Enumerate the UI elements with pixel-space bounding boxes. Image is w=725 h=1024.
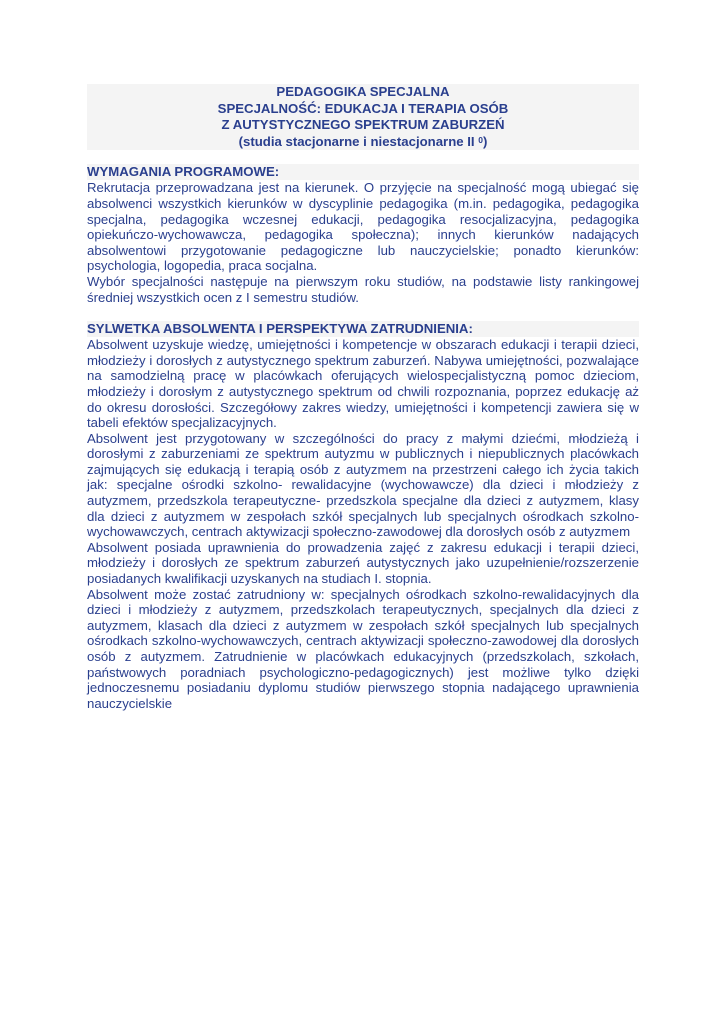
paragraph: Absolwent może zostać zatrudniony w: specjalnych ośrodkach szkolno-rewalidacyjnych dla dzieci i młodzieży z autyzmem, przedszkolach terapeutycznych, specjalnych dla dzieci z autyzmem, klasach dla dzieci z autyzmem w zespołach szkół specjalnych lub specjalnych ośrodkach szkolno-wychowawczych, centrach aktywizacji społeczno-zawodowej dla dorosłych osób z autyzmem. Zatrudnienie w placówkach edukacyjnych (przedszkolach, szkołach, państwowych poradniach psychologiczno-pedagogicznych) jest możliwe tylko dzięki jednoczesnemu posiadaniu dyplomu studiów pierwszego stopnia nadającego uprawnienia nauczycielskie xyxy=(87,586,639,711)
section-title: SYLWETKA ABSOLWENTA I PERSPEKTYWA ZATRUDNIENIA: xyxy=(87,321,639,337)
header-degree-sup: 0 xyxy=(478,134,483,145)
header-title: PEDAGOGIKA SPECJALNA xyxy=(276,84,450,99)
header-specialization: SPECJALNOŚĆ: EDUKACJA I TERAPIA OSÓB xyxy=(217,100,509,116)
document-page xyxy=(87,84,639,711)
section-requirements xyxy=(87,164,639,305)
header-specialization-cont: Z AUTYSTYCZNEGO SPEKTRUM ZABURZEŃ xyxy=(221,117,505,133)
paragraph: Absolwent posiada uprawnienia do prowadzenia zajęć z zakresu edukacji i terapii dzieci, młodzieży i dorosłych ze spektrum zaburzeń autystycznych jako uzupełnienie/rozszerzenie posiadanych kwalifikacji uzyskanych na studiach I. stopnia. xyxy=(87,539,639,587)
document-header xyxy=(87,84,639,150)
paragraph: Wybór specjalności następuje na pierwszym roku studiów, na podstawie listy rankingowej średniej wszystkich ocen z I semestru studiów. xyxy=(87,273,639,305)
header-study-mode-text: (studia stacjonarne i niestacjonarne II xyxy=(238,133,479,149)
paragraph: Rekrutacja przeprowadzana jest na kierunek. O przyjęcie na specjalność mogą ubiegać się absolwenci wszystkich kierunków w dyscyplinie pedagogika (m.in. pedagogika, pedagogika specjalna, pedagogika wczesnej edukacji, pedagogika resocjalizacyjna, pedagogika opiekuńczo-wychowawcza, pedagogika społeczna); innych kierunków nadających absolwentowi przygotowanie pedagogiczne lub nauczycielskie; ponadto kierunków: psychologia, logopedia, praca socjalna. xyxy=(87,180,639,274)
header-study-mode xyxy=(87,134,639,151)
section-title: WYMAGANIA PROGRAMOWE: xyxy=(87,164,639,180)
header-study-mode-end: ) xyxy=(482,133,488,149)
section-graduate-profile xyxy=(87,321,639,711)
paragraph: Absolwent jest przygotowany w szczególności do pracy z małymi dziećmi, młodzieżą i dorosłymi z zaburzeniami ze spektrum autyzmu w publicznych i niepublicznych placówkach zajmujących się edukacją i terapią osób z autyzmem na przestrzeni całego ich życia takich jak: specjalne ośrodki szkolno- rewalidacyjne (wychowawcze) dla dzieci i młodzieży z autyzmem, przedszkola terapeutyczne- przedszkola specjalne dla dzieci z autyzmem, klasy dla dzieci z autyzmem w zespołach szkół specjalnych lub specjalnych ośrodkach szkolno-wychowawczych, centrach aktywizacji społeczno-zawodowej dla dorosłych osób z autyzmem xyxy=(87,430,639,540)
paragraph: Absolwent uzyskuje wiedzę, umiejętności i kompetencje w obszarach edukacji i terapii dzieci, młodzieży i dorosłych z autystycznego spektrum zaburzeń. Nabywa umiejętności, pozwalające na samodzielną pracę w placówkach oferujących wielospecjalistyczną pomoc dzieciom, młodzieży i dorosłym z autystycznego spektrum od chwili rozpoznania, poprzez edukację aż do okresu dorosłości. Szczegółowy zakres wiedzy, umiejętności i kompetencji zawiera się w tabeli efektów specjalizacyjnych. xyxy=(87,337,639,431)
